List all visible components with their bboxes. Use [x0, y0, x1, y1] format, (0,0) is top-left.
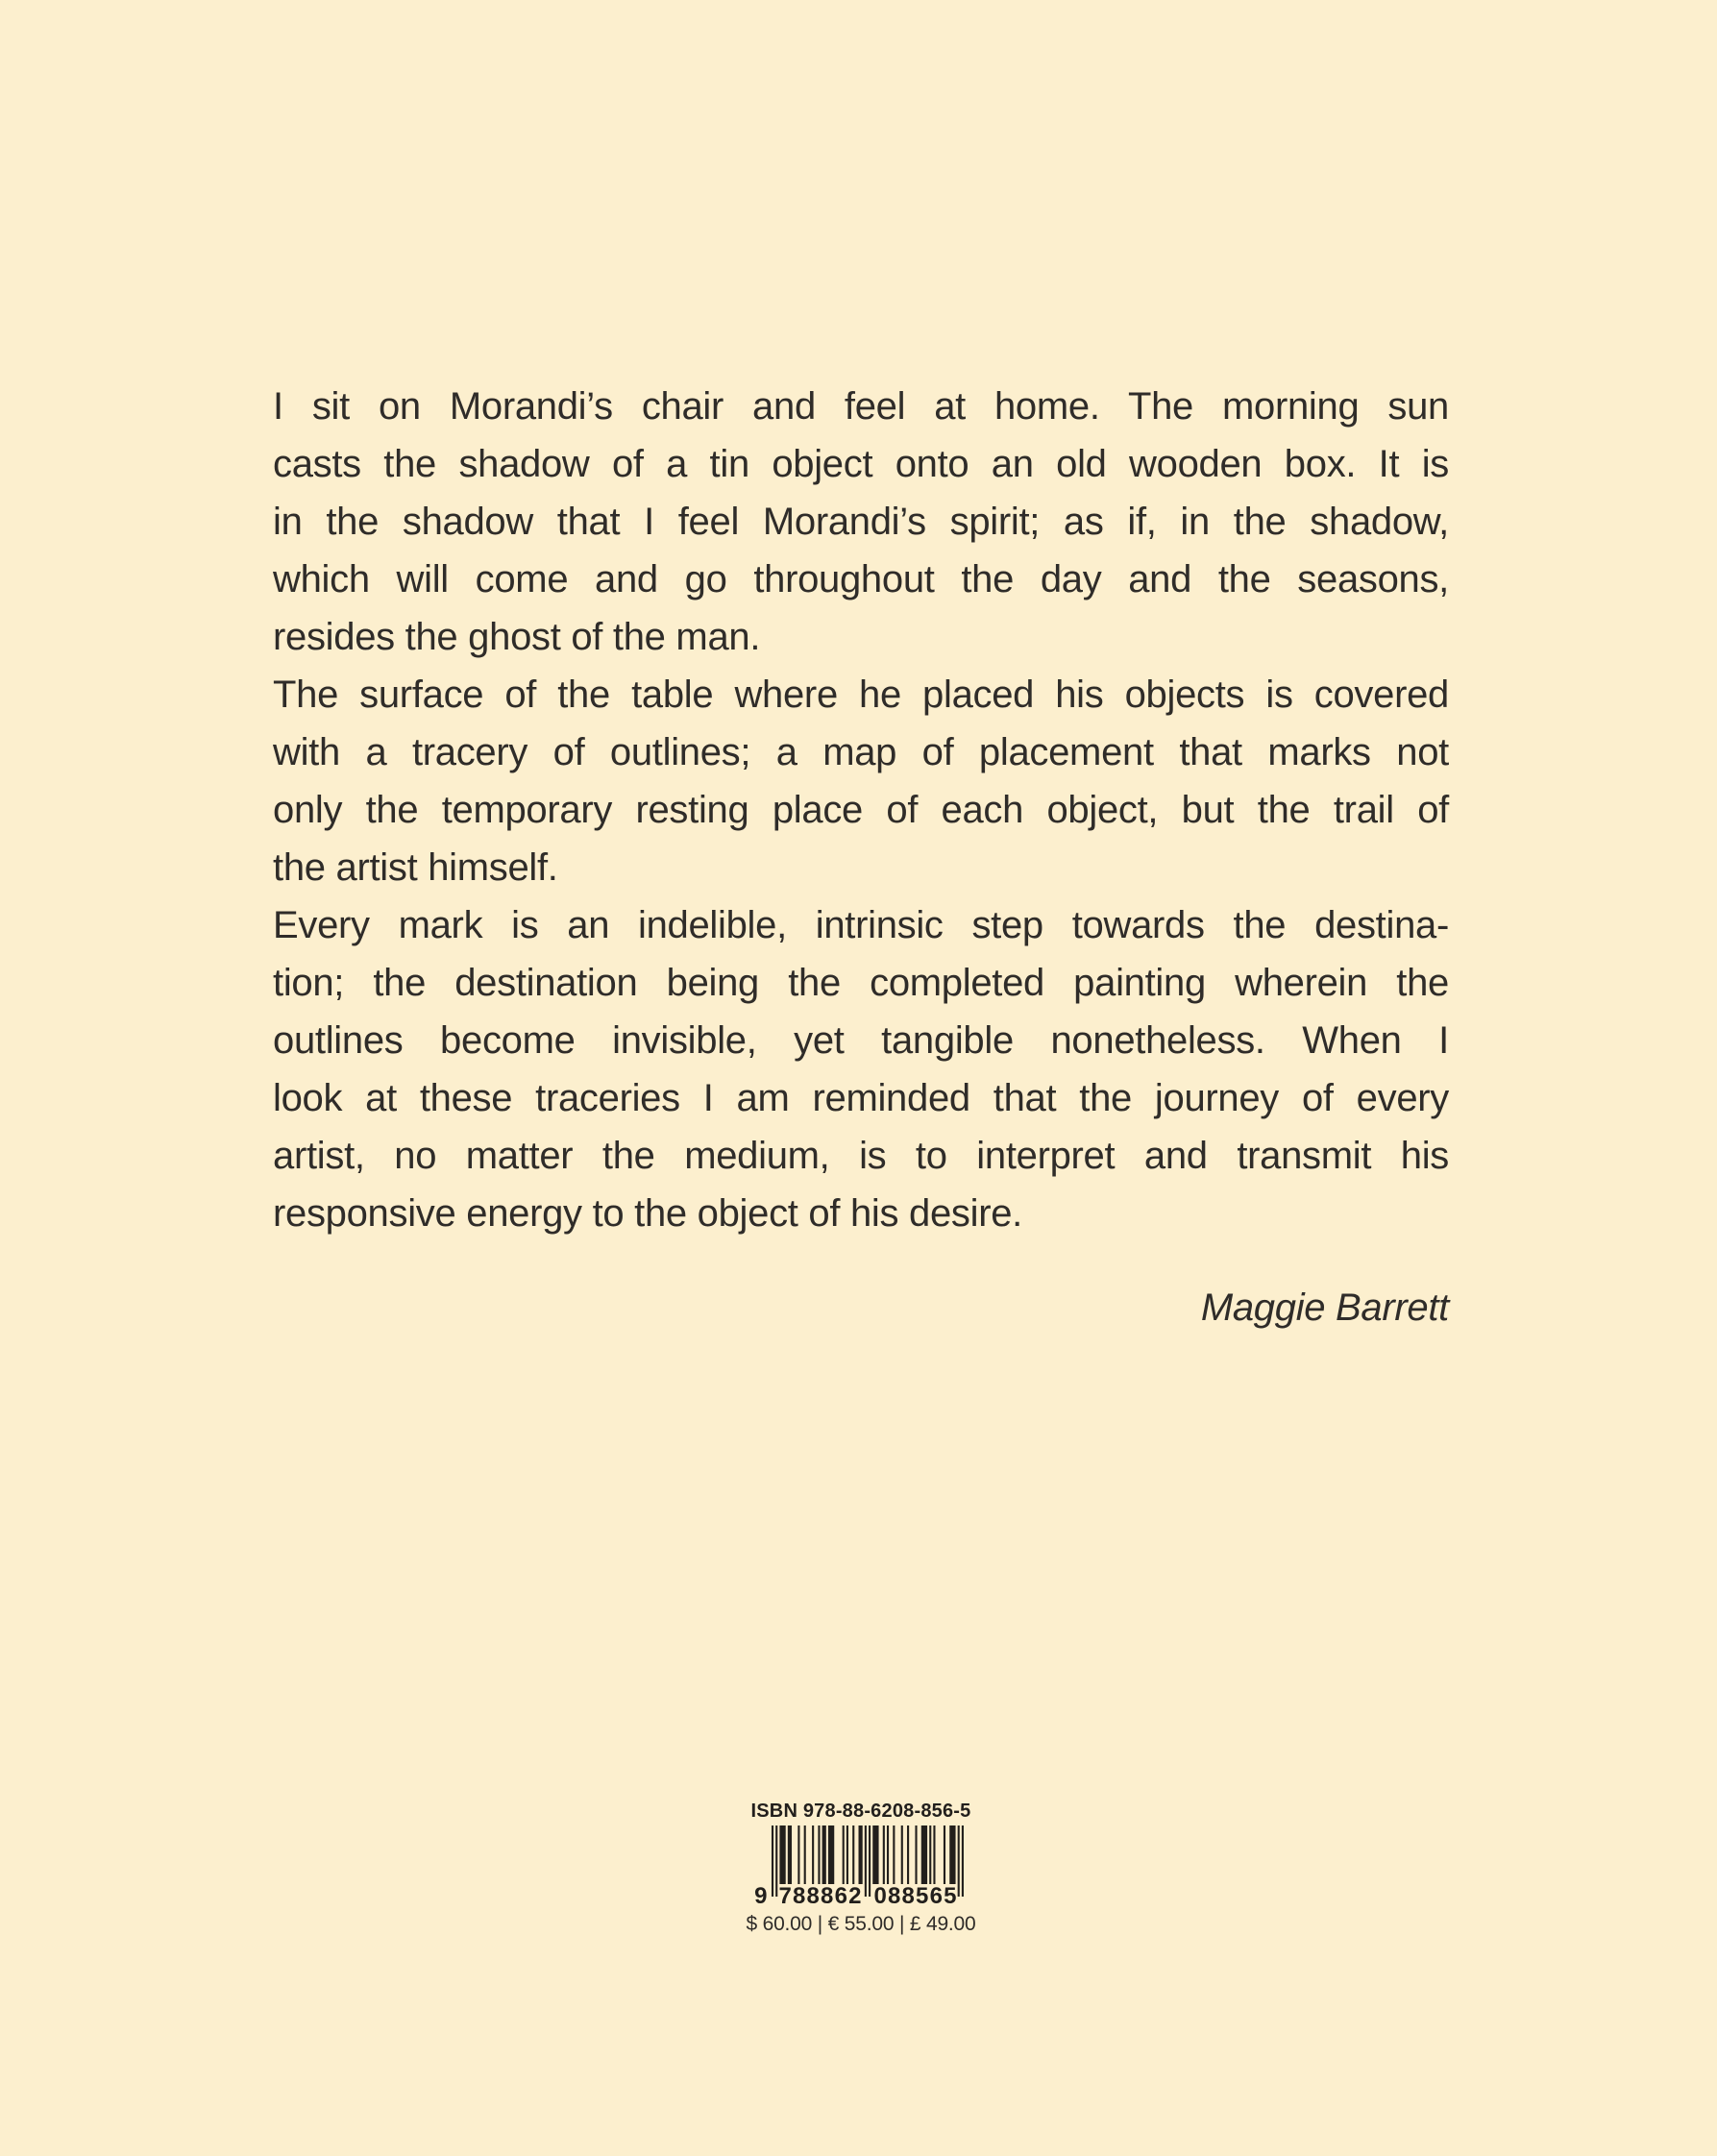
ean13-barcode-icon [753, 1825, 969, 1906]
quote-line: with a tracery of outlines; a map of placement that marks not [273, 731, 1449, 773]
barcode-bar [846, 1825, 847, 1884]
barcode-bar [872, 1825, 878, 1884]
barcode-bar [779, 1825, 785, 1884]
barcode-bar [900, 1825, 902, 1884]
price-line: $ 60.00 | € 55.00 | £ 49.00 [746, 1913, 976, 1935]
quote-line: casts the shadow of a tin object onto an old wooden box. It is [273, 443, 1449, 485]
barcode-bar [929, 1825, 931, 1884]
quote-line: tion; the destination being the completed painting wherein the [273, 962, 1449, 1004]
barcode-bar [943, 1825, 944, 1884]
barcode-bar [893, 1825, 895, 1884]
quote-line: in the shadow that I feel Morandi’s spirit; as if, in the shadow, [273, 501, 1449, 543]
barcode-bar [797, 1825, 799, 1884]
quote-line: look at these traceries I am reminded that the journey of every [273, 1077, 1449, 1119]
barcode-bar [920, 1825, 926, 1884]
quote-line: resides the ghost of the man. [273, 616, 761, 658]
barcode-bar [775, 1825, 777, 1897]
barcode-digit-group: 788862 [777, 1883, 861, 1906]
quote-line: I sit on Morandi’s chair and feel at home. The morning sun [273, 385, 1449, 428]
quote-line: artist, no matter the medium, is to interpret and transmit his [273, 1135, 1449, 1177]
quote-line: Every mark is an indelible, intrinsic step towards the destina- [273, 904, 1449, 946]
quote-line: the artist himself. [273, 846, 558, 889]
barcode-bar [886, 1825, 888, 1884]
barcode-bar [771, 1825, 773, 1897]
barcode-bar [803, 1825, 805, 1884]
quote-line: outlines become invisible, yet tangible nonetheless. When I [273, 1019, 1449, 1062]
barcode-bar [882, 1825, 884, 1884]
barcode-bar [915, 1825, 917, 1884]
barcode-bar [812, 1825, 814, 1884]
barcode-bar [827, 1825, 833, 1884]
barcode-bar [961, 1825, 963, 1897]
barcode-bar [907, 1825, 909, 1884]
quote-line: only the temporary resting place of each object, but the trail of [273, 789, 1449, 831]
barcode-bar [818, 1825, 820, 1884]
barcode-bar [787, 1825, 791, 1884]
barcode-bar [858, 1825, 862, 1884]
isbn-block [746, 1801, 975, 1936]
quote-text [273, 378, 1449, 1242]
quote-block [273, 378, 1449, 1336]
quote-line: which will come and go throughout the day and the seasons, [273, 558, 1449, 600]
isbn-label: ISBN 978-88-6208-856-5 [750, 1801, 971, 1822]
quote-attribution: Maggie Barrett [1200, 1286, 1449, 1329]
barcode-bar [852, 1825, 854, 1884]
barcode-bar [822, 1825, 825, 1884]
barcode-bar [949, 1825, 955, 1884]
barcode-bar [869, 1825, 871, 1897]
quote-line: responsive energy to the object of his desire. [273, 1192, 1022, 1235]
barcode-digit-group: 9 [753, 1883, 767, 1906]
quote-line: The surface of the table where he placed his objects is covered [273, 674, 1449, 716]
barcode-bar [957, 1825, 959, 1897]
barcode-digit-group: 088565 [872, 1883, 956, 1906]
barcode-bar [842, 1825, 844, 1884]
barcode-bar [864, 1825, 866, 1897]
barcode-bar [933, 1825, 935, 1884]
